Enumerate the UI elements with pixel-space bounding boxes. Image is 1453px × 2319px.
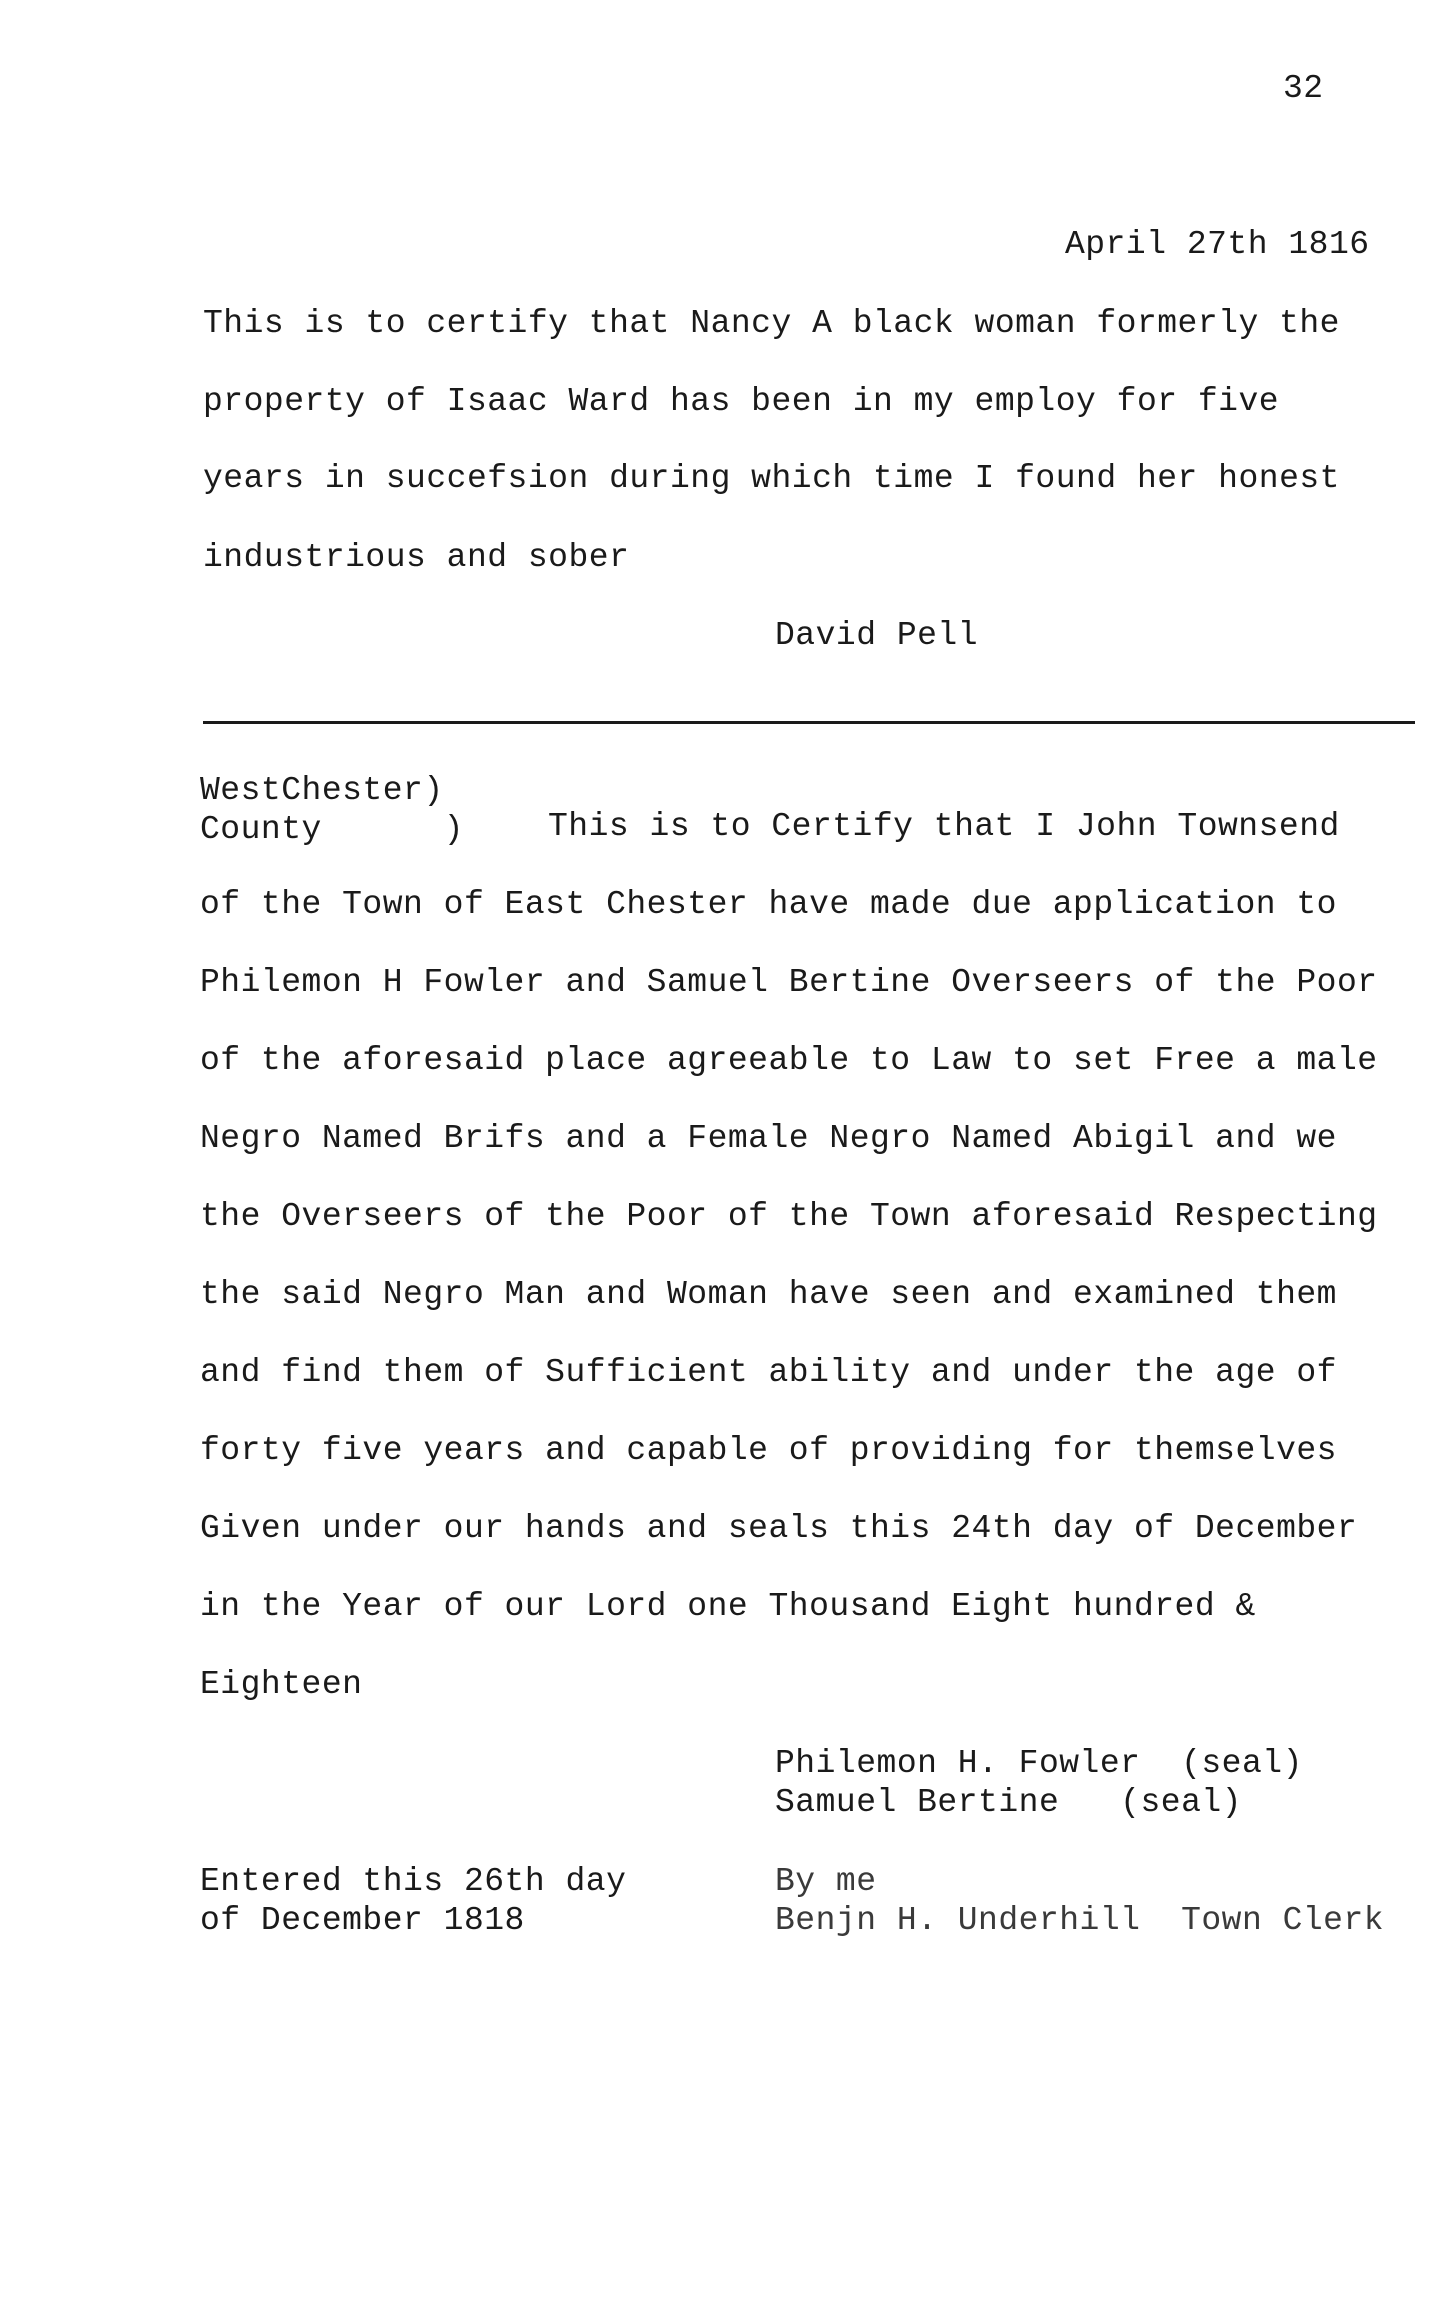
letter-line: This is to certify that Nancy A black woman formerly the — [203, 305, 1340, 342]
certificate-line: and find them of Sufficient ability and under the age of — [200, 1354, 1337, 1391]
clerk-attestation: By me — [775, 1863, 877, 1900]
signatory: Philemon H. Fowler (seal) — [775, 1745, 1303, 1782]
certificate-line: Negro Named Brifs and a Female Negro Named Abigil and we — [200, 1120, 1337, 1157]
letter-line: industrious and sober — [203, 539, 630, 576]
certificate-line: in the Year of our Lord one Thousand Eight hundred & — [200, 1588, 1256, 1625]
town-clerk-signature: Benjn H. Underhill Town Clerk — [775, 1902, 1385, 1939]
entry-note: of December 1818 — [200, 1902, 525, 1939]
letter-signature: David Pell — [775, 617, 979, 654]
certificate-line: Philemon H Fowler and Samuel Bertine Overseers of the Poor — [200, 964, 1378, 1001]
page-number: 32 — [1283, 70, 1324, 107]
certificate-heading-county: County ) — [200, 811, 464, 848]
certificate-line: of the Town of East Chester have made due application to — [200, 886, 1337, 923]
certificate-line: Given under our hands and seals this 24th day of December — [200, 1510, 1358, 1547]
certificate-line: This is to Certify that I John Townsend — [548, 808, 1340, 845]
certificate-line: Eighteen — [200, 1666, 363, 1703]
certificate-line: forty five years and capable of providing for themselves — [200, 1432, 1337, 1469]
letter-line: property of Isaac Ward has been in my employ for five — [203, 383, 1280, 420]
signatory: Samuel Bertine (seal) — [775, 1784, 1242, 1821]
certificate-line: the said Negro Man and Woman have seen and examined them — [200, 1276, 1337, 1313]
letter-date: April 27th 1816 — [1065, 226, 1370, 263]
letter-line: years in succefsion during which time I found her honest — [203, 460, 1340, 497]
entry-note: Entered this 26th day — [200, 1863, 627, 1900]
section-divider — [203, 721, 1415, 724]
certificate-heading-county: WestChester) — [200, 772, 444, 809]
certificate-line: of the aforesaid place agreeable to Law to set Free a male — [200, 1042, 1378, 1079]
certificate-line: the Overseers of the Poor of the Town aforesaid Respecting — [200, 1198, 1378, 1235]
